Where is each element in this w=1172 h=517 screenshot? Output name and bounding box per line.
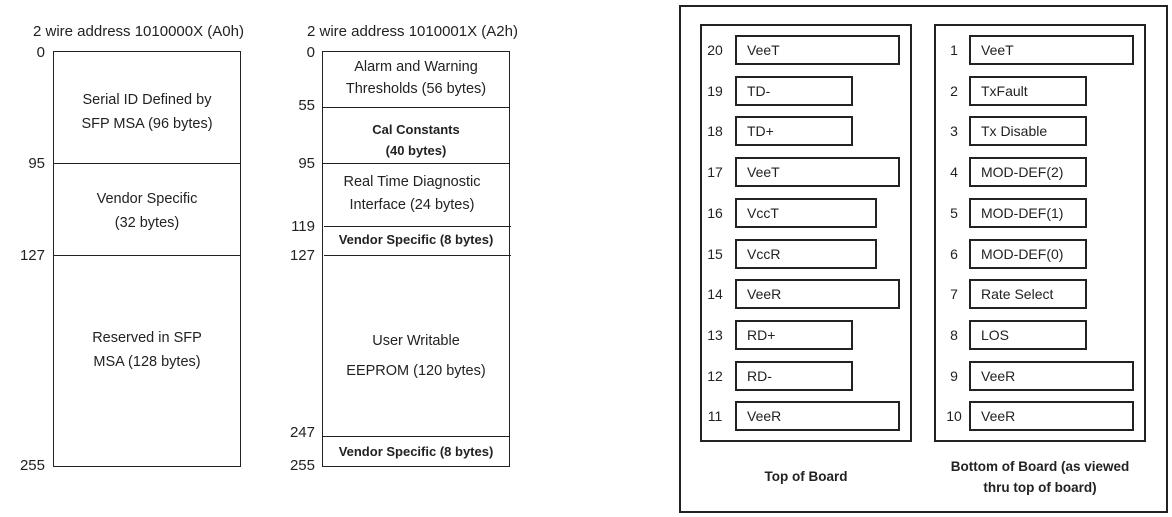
pin-number: 16 xyxy=(707,204,723,221)
region-alarm-thresholds: Alarm and Warning Thresholds (56 bytes) xyxy=(345,59,487,97)
divider xyxy=(53,255,241,256)
region-cal-constants: Cal Constants (40 bytes) xyxy=(372,122,460,158)
pin-signal-box: RD+ xyxy=(735,320,853,350)
pin-signal-box: VeeT xyxy=(969,35,1134,65)
pin-number: 11 xyxy=(707,408,723,425)
address-label: 95 xyxy=(28,155,45,172)
region-real-time-diagnostic: Real Time Diagnostic Interface (24 bytes) xyxy=(343,174,481,213)
pin-signal-box: LOS xyxy=(969,320,1087,350)
pin-number: 18 xyxy=(707,123,723,140)
address-label: 0 xyxy=(306,44,315,61)
pin-number: 7 xyxy=(950,286,958,303)
pin-signal-box: TD+ xyxy=(735,116,853,146)
region-vendor-specific-2: Vendor Specific (8 bytes) xyxy=(338,444,494,459)
address-label: 119 xyxy=(291,218,315,235)
divider xyxy=(322,436,510,437)
a0-title: 2 wire address 1010000X (A0h) xyxy=(33,23,244,40)
pin-signal-box: MOD-DEF(1) xyxy=(969,198,1087,228)
region-vendor-specific-1: Vendor Specific (8 bytes) xyxy=(338,232,494,247)
pin-number: 2 xyxy=(950,82,958,99)
pin-signal-box: RD- xyxy=(735,361,853,391)
region-reserved: Reserved in SFP MSA (128 bytes) xyxy=(92,330,202,370)
pin-signal-box: VeeT xyxy=(735,35,900,65)
pin-number: 5 xyxy=(950,204,958,221)
pin-signal-box: MOD-DEF(0) xyxy=(969,239,1087,269)
region-serial-id: Serial ID Defined by SFP MSA (96 bytes) xyxy=(81,92,213,132)
pin-signal-box: VccR xyxy=(735,239,877,269)
address-label: 247 xyxy=(289,424,315,441)
divider xyxy=(53,163,241,164)
pin-number: 15 xyxy=(707,245,723,262)
pin-signal-box: Rate Select xyxy=(969,279,1087,309)
address-label: 0 xyxy=(36,44,45,61)
bottom-of-board-caption: Bottom of Board (as viewed thru top of board) xyxy=(950,459,1130,495)
address-label: 255 xyxy=(19,457,45,474)
divider xyxy=(322,107,510,108)
address-label: 127 xyxy=(289,247,315,264)
pin-number: 13 xyxy=(707,326,723,343)
pin-signal-box: VeeT xyxy=(735,157,900,187)
pin-signal-box: VeeR xyxy=(969,361,1134,391)
pin-number: 8 xyxy=(950,326,958,343)
pin-number: 20 xyxy=(707,42,723,58)
pin-number: 6 xyxy=(950,245,958,262)
address-label: 127 xyxy=(19,247,45,264)
address-label: 55 xyxy=(298,97,315,114)
pin-number: 14 xyxy=(707,286,723,303)
address-label: 95 xyxy=(298,155,315,172)
pin-signal-box: Tx Disable xyxy=(969,116,1087,146)
pin-number: 1 xyxy=(950,42,958,58)
pin-signal-box: VeeR xyxy=(735,401,900,431)
pin-number: 3 xyxy=(950,123,958,140)
divider xyxy=(324,226,511,227)
pin-signal-box: TxFault xyxy=(969,76,1087,106)
pin-signal-box: VccT xyxy=(735,198,877,228)
a2-map-box xyxy=(322,51,510,467)
a2-title: 2 wire address 1010001X (A2h) xyxy=(307,23,518,40)
divider xyxy=(324,255,511,256)
top-of-board-caption: Top of Board xyxy=(764,469,848,484)
address-label: 255 xyxy=(289,457,315,474)
pin-signal-box: VeeR xyxy=(735,279,900,309)
pin-number: 12 xyxy=(707,367,723,384)
pin-number: 10 xyxy=(946,408,962,425)
pin-number: 4 xyxy=(950,164,958,181)
pin-number: 9 xyxy=(950,367,958,384)
pin-number: 19 xyxy=(707,82,723,99)
region-user-eeprom: User Writable EEPROM (120 bytes) xyxy=(346,333,486,379)
pin-signal-box: MOD-DEF(2) xyxy=(969,157,1087,187)
region-vendor-specific: Vendor Specific (32 bytes) xyxy=(96,191,198,231)
pin-number: 17 xyxy=(707,164,723,181)
pin-signal-box: TD- xyxy=(735,76,853,106)
pin-signal-box: VeeR xyxy=(969,401,1134,431)
divider xyxy=(322,163,510,164)
